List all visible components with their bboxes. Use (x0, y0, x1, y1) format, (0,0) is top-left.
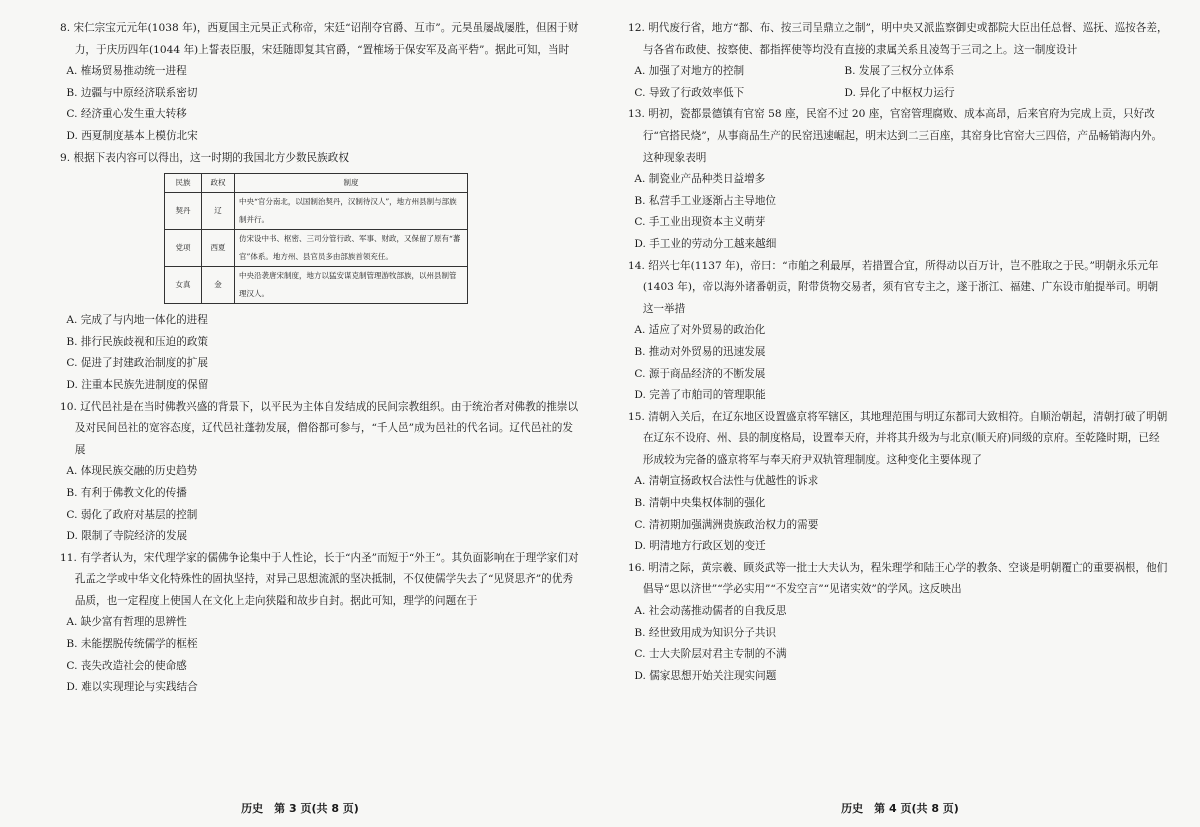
option-b: B. 有利于佛教文化的传播 (66, 486, 187, 499)
table-cell: 金 (202, 267, 235, 304)
option-d: D. 明清地方行政区划的变迁 (634, 540, 766, 553)
option-d: D. 儒家思想开始关注现实问题 (634, 669, 777, 682)
option-d: D. 异化了中枢权力运行 (844, 86, 955, 99)
table-cell: 西夏 (202, 230, 235, 267)
table-cell: 女真 (165, 267, 202, 304)
option-d: D. 限制了寺院经济的发展 (66, 530, 188, 543)
option-c: C. 弱化了政府对基层的控制 (66, 508, 198, 521)
option-d: D. 注重本民族先进制度的保留 (66, 378, 209, 391)
option-a: A. 制瓷业产品种类日益增多 (634, 173, 766, 186)
option-c: C. 导致了行政效率低下 (634, 86, 745, 99)
option-a: A. 榷场贸易推动统一进程 (66, 65, 187, 78)
option-a: A. 社会动荡推动儒者的自我反思 (634, 605, 787, 618)
table-row (165, 267, 468, 304)
option-b: B. 发展了三权分立体系 (844, 65, 955, 78)
question-stem: 12. 明代废行省，地方“都、布、按三司呈鼎立之制”，明中央又派监察御史或都院大臣出任总督、巡抚、巡按各差，与各省布政使、按察使、都指挥使等均没有直接的隶属关系且凌驾于三司之上。这一制度设计 (628, 22, 1168, 56)
option-row (628, 61, 1168, 83)
question-9 (60, 148, 580, 397)
option-b: B. 边疆与中原经济联系密切 (66, 86, 198, 99)
option-b: B. 经世致用成为知识分子共识 (634, 626, 777, 639)
table-header: 政权 (202, 174, 235, 193)
option-row (628, 83, 1168, 105)
question-8 (60, 18, 580, 148)
option-b: B. 私营手工业逐渐占主导地位 (634, 194, 777, 207)
option-a: A. 体现民族交融的历史趋势 (66, 465, 198, 478)
question-stem: 11. 有学者认为，宋代理学家的儒佛争论集中于人性论，长于“内圣”而短于“外王”。其负面影响在于理学家们对孔孟之学或中华文化特殊性的固执坚持，对异己思想流派的坚决抵制，不仅使儒学失去了“见贤思齐”的优秀品质，也一定程度上使国人在文化上走向狭隘和故步自封。据此可知，理学的问题在于 (60, 551, 579, 607)
option-a: A. 适应了对外贸易的政治化 (634, 324, 766, 337)
table-cell: 仿宋设中书、枢密、三司分管行政、军事、财政，又保留了原有“蕃官”体系。地方州、县官员多由部族首领充任。 (235, 230, 468, 267)
option-a: A. 完成了与内地一体化的进程 (66, 314, 208, 327)
table-header-row (165, 174, 468, 193)
option-c: C. 士大夫阶层对君主专制的不满 (634, 648, 787, 661)
question-stem: 10. 辽代邑社是在当时佛教兴盛的背景下，以平民为主体自发结成的民间宗教组织。由于统治者对佛教的推崇以及对民间邑社的宽容态度，辽代邑社蓬勃发展，僧俗都可参与，“千人邑”成为邑社的代名词。辽代邑社的发展 (60, 400, 579, 456)
table-cell: 党项 (165, 230, 202, 267)
option-d: D. 完善了市舶司的管理职能 (634, 389, 766, 402)
option-a: A. 缺少富有哲理的思辨性 (66, 616, 187, 629)
page-footer: 历史 第 3 页(共 8 页) (241, 802, 359, 815)
option-a: A. 清朝宣扬政权合法性与优越性的诉求 (634, 475, 819, 488)
table-row (165, 230, 468, 267)
question-stem: 16. 明清之际，黄宗羲、顾炎武等一批士大夫认为，程朱理学和陆王心学的教条、空谈是明朝覆亡的重要祸根，他们倡导“思以济世”“学必实用”“不发空言”“见诸实效”的学风。这反映出 (628, 561, 1168, 596)
option-b: B. 排行民族歧视和压迫的政策 (66, 335, 209, 348)
option-b: B. 未能摆脱传统儒学的框桎 (66, 638, 198, 651)
question-13 (628, 104, 1168, 255)
question-12 (628, 18, 1168, 104)
question-stem: 13. 明初，瓷都景德镇有官窑 58 座，民窑不过 20 座，官窑管理腐败、成本高昂，后来官府为完成上贡，只好改行“官搭民烧”，从事商品生产的民窑迅速崛起，明末达到二三百座，其窑身比官窑大三四倍，产品畅销海内外。这种现象表明 (628, 108, 1163, 164)
right-column (628, 18, 1168, 687)
option-d: D. 手工业的劳动分工越来越细 (634, 237, 777, 250)
table-header: 制度 (235, 174, 468, 193)
option-c: C. 促进了封建政治制度的扩展 (66, 357, 208, 370)
option-b: B. 推动对外贸易的迅速发展 (634, 345, 766, 358)
option-c: C. 源于商品经济的不断发展 (634, 367, 766, 380)
question-14 (628, 256, 1168, 407)
question-10 (60, 397, 580, 548)
table-cell: 辽 (202, 193, 235, 230)
question-stem: 8. 宋仁宗宝元元年(1038 年)，西夏国主元昊正式称帝，宋廷“诏削夺官爵、互市”。元昊虽屡战屡胜，但困于财力，于庆历四年(1044 年)上誓表臣服，宋廷随即复其官爵，“置榷场于保安军及高平砦”。据此可知，当时 (60, 22, 579, 56)
right-page (600, 0, 1200, 827)
option-d: D. 西夏制度基本上模仿北宋 (66, 129, 198, 142)
question-stem: 15. 清朝入关后，在辽东地区设置盛京将军辖区，其地理范围与明辽东都司大致相符。自顺治朝起，清朝打破了明朝在辽东不设府、州、县的制度格局，设置奉天府，并将其升级为与北京(顺天府)同级的京府。至乾隆时期，已经形成较为完备的盛京将军与奉天府尹双轨管理制度。这种变化主要体现了 (628, 410, 1168, 466)
regime-table (164, 173, 468, 304)
table-header: 民族 (165, 174, 202, 193)
question-11 (60, 548, 580, 699)
question-16 (628, 558, 1168, 688)
table-cell: 中央沿袭唐宋制度，地方以猛安谋克制管理游牧部族，以州县制管理汉人。 (235, 267, 468, 304)
page-footer: 历史 第 4 页(共 8 页) (841, 802, 959, 815)
option-c: C. 丧失改造社会的使命感 (66, 659, 187, 672)
option-c: C. 手工业出现资本主义萌芽 (634, 216, 766, 229)
question-15 (628, 407, 1168, 558)
table-cell: 契丹 (165, 193, 202, 230)
table-row (165, 193, 468, 230)
left-column (60, 18, 580, 699)
option-d: D. 难以实现理论与实践结合 (66, 681, 198, 694)
option-a: A. 加强了对地方的控制 (634, 65, 745, 78)
table-cell: 中央“官分南北，以国制治契丹，汉制待汉人”，地方州县制与部族制并行。 (235, 193, 468, 230)
question-stem: 14. 绍兴七年(1137 年)，帝曰：“市舶之利最厚，若措置合宜，所得动以百万计，岂不胜取之于民。”明朝永乐元年(1403 年)，帝以海外诸番朝贡，附带货物交易者，须有官专主之，遂于浙江、福建、广东设市舶提举司。明朝这一举措 (628, 259, 1159, 315)
option-c: C. 经济重心发生重大转移 (66, 108, 187, 121)
option-c: C. 清初期加强满洲贵族政治权力的需要 (634, 518, 819, 531)
question-stem: 9. 根据下表内容可以得出，这一时期的我国北方少数民族政权 (60, 151, 349, 164)
option-b: B. 清朝中央集权体制的强化 (634, 497, 766, 510)
